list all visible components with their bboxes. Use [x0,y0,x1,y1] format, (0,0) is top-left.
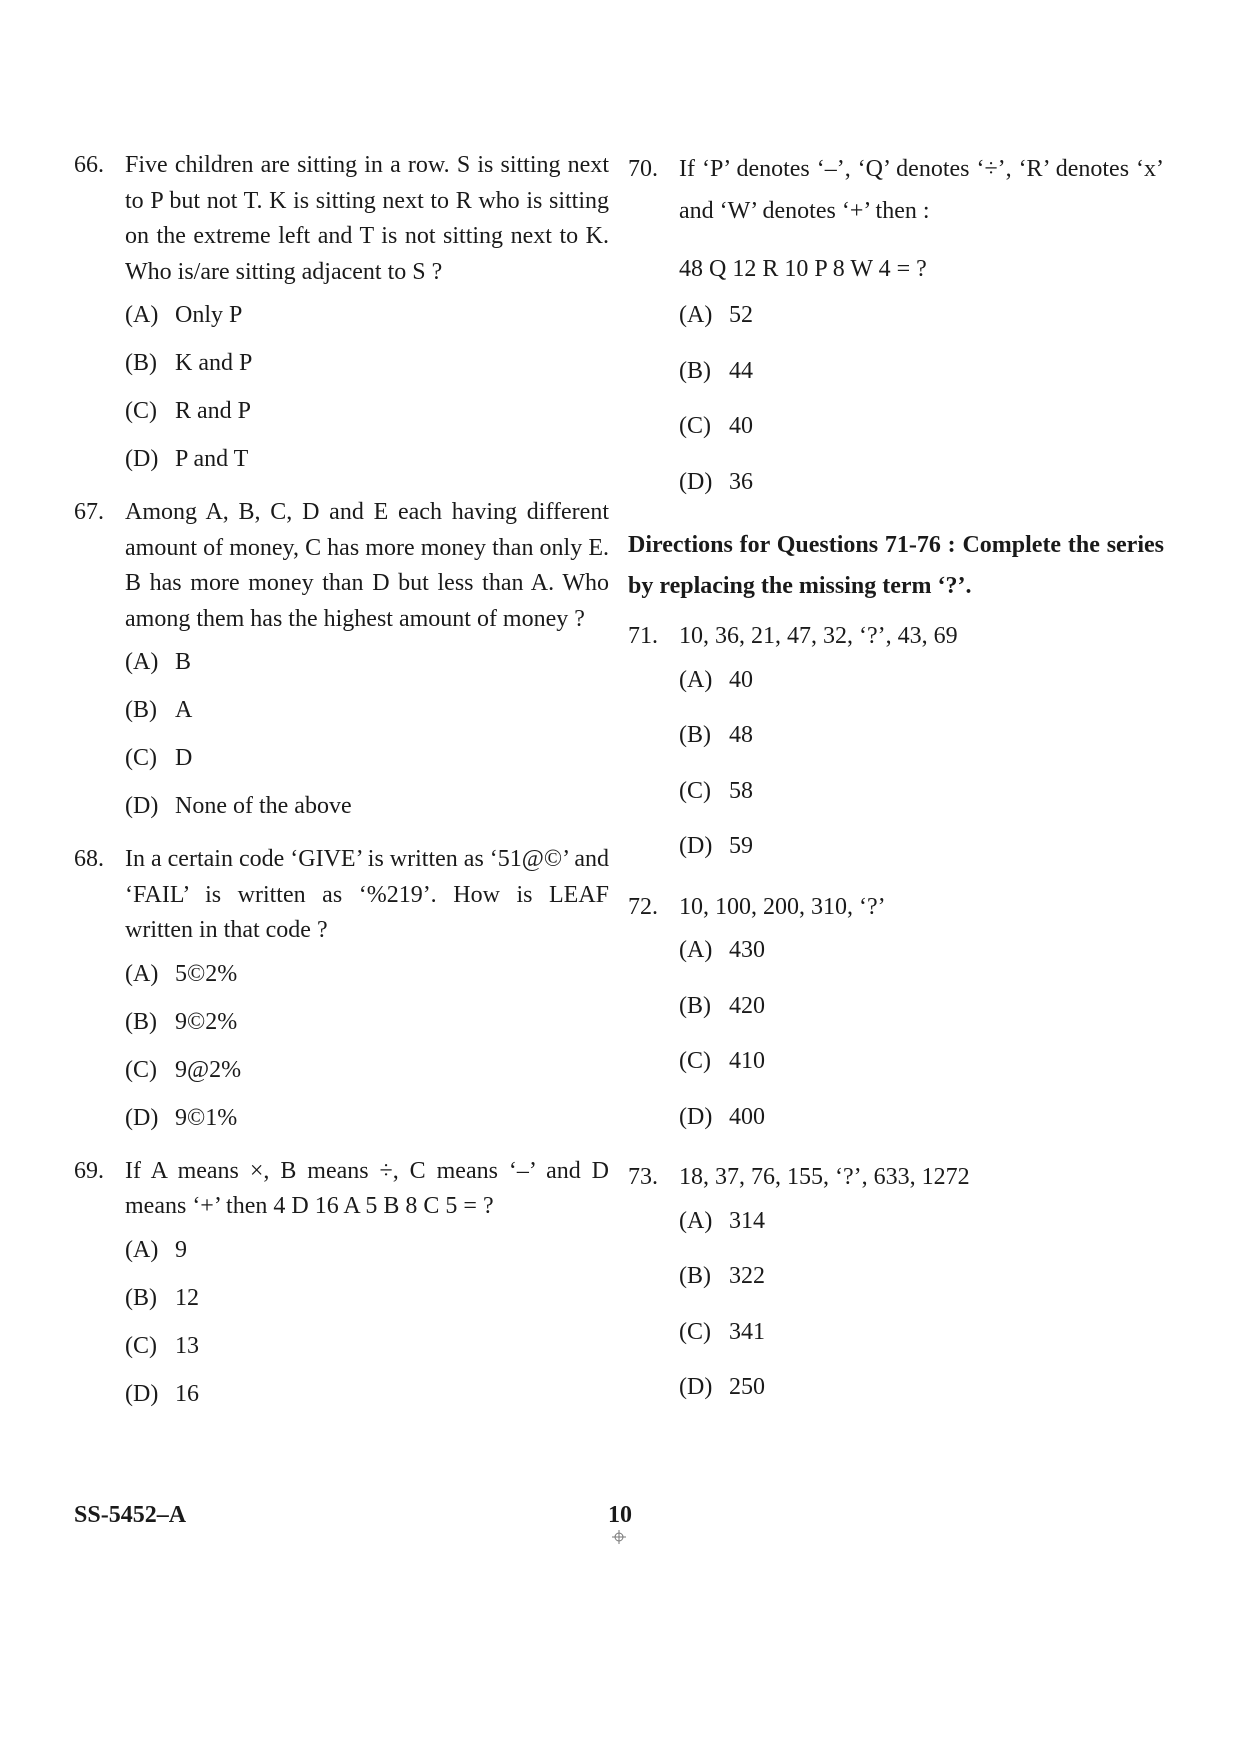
option-c [125,1058,609,1082]
option-text: 5©2% [175,960,238,987]
question-number: 67. [74,499,104,525]
option-label: (D) [125,793,159,819]
option-label: (C) [679,777,711,804]
option-b [125,351,609,375]
option-label: (A) [679,302,713,328]
question-72 [628,890,1164,1129]
question-number: 72. [628,893,658,920]
question-71 [628,619,1164,858]
option-label: (B) [679,357,711,384]
option-label: (C) [679,1048,711,1074]
option-label: (C) [679,1318,711,1345]
options-list [679,303,1164,494]
option-text: R and P [175,398,252,424]
question-number: 68. [74,846,104,872]
option-b [125,698,609,722]
question-number: 73. [628,1164,658,1190]
option-label: (A) [679,1207,713,1234]
option-c [125,746,609,770]
option-text: P and T [175,446,249,472]
left-column [74,148,609,1430]
option-d [679,1105,1164,1129]
option-label: (C) [125,1056,157,1083]
question-number: 70. [628,156,658,182]
option-text: A [175,697,193,723]
question-text: 10, 100, 200, 310, ‘?’ [679,893,886,920]
crosshair-icon [612,1530,626,1544]
option-text: 58 [729,777,753,804]
option-text: 59 [729,833,753,859]
option-text: 40 [729,666,753,693]
option-text: D [175,745,193,771]
option-text: Only P [175,302,243,328]
options-list [679,1209,1164,1400]
option-label: (A) [125,302,159,328]
option-c [679,1320,1164,1344]
option-text: 9©1% [175,1104,238,1131]
option-label: (D) [125,1104,159,1131]
options-list [679,938,1164,1129]
option-label: (C) [125,398,157,424]
question-73 [628,1160,1164,1399]
option-label: (C) [125,1332,157,1359]
option-a [679,938,1164,962]
right-column [628,148,1164,1431]
option-label: (C) [679,413,711,439]
option-text: 40 [729,413,753,439]
option-text: 16 [175,1380,199,1407]
option-text: 9©2% [175,1008,238,1035]
option-text: K and P [175,350,253,376]
option-a [125,1238,609,1262]
option-label: (B) [125,350,157,376]
option-a [679,303,1164,327]
option-label: (D) [679,468,713,495]
option-label: (A) [679,666,713,693]
option-label: (A) [125,960,159,987]
option-text: 36 [729,468,753,495]
question-text: 18, 37, 76, 155, ‘?’, 633, 1272 [679,1164,970,1190]
question-text: Among A, B, C, D and E each having different amount of money, C has more money than only E. B has more money than D but less than A. Who among them has the highest amount of money ? [125,499,609,632]
question-text: Five children are sitting in a row. S is sitting next to P but not T. K is sitting next to R who is sitting on the extreme left and T is not sitting next to K. Who is/are sitting adjacent to S ? [125,152,609,285]
option-label: (B) [125,697,157,723]
option-label: (A) [679,937,713,963]
option-d [125,794,609,818]
question-67 [74,495,609,818]
option-a [125,650,609,674]
option-text: 420 [729,992,765,1019]
option-text: 44 [729,357,753,384]
question-expression: 48 Q 12 R 10 P 8 W 4 = ? [679,256,927,282]
question-number: 71. [628,623,658,649]
option-text: 9@2% [175,1056,242,1083]
option-d [125,1382,609,1406]
option-a [679,668,1164,692]
option-c [679,414,1164,438]
option-b [125,1286,609,1310]
option-text: B [175,649,192,675]
question-text: 10, 36, 21, 47, 32, ‘?’, 43, 69 [679,623,958,649]
option-label: (D) [125,446,159,472]
option-c [679,779,1164,803]
option-label: (D) [679,833,713,859]
option-b [679,723,1164,747]
option-label: (A) [125,1236,159,1263]
option-b [679,1264,1164,1288]
question-number: 69. [74,1157,104,1184]
option-b [679,994,1164,1018]
question-number: 66. [74,152,104,178]
option-label: (B) [125,1284,157,1311]
option-b [125,1010,609,1034]
question-68 [74,842,609,1130]
option-b [679,359,1164,383]
option-text: 322 [729,1263,765,1289]
option-label: (D) [125,1380,159,1407]
option-d [125,447,609,471]
page-number: 10 [608,1502,632,1528]
question-text: In a certain code ‘GIVE’ is written as ‘51@©’ and ‘FAIL’ is written as ‘%219’. How is LEAF written in that code ? [125,846,609,943]
paper-code: SS-5452–A [74,1502,187,1528]
option-text: 400 [729,1103,765,1130]
option-text: 52 [729,302,753,328]
option-text: 430 [729,937,765,963]
option-label: (C) [125,745,157,771]
options-list [125,1238,609,1406]
option-text: 314 [729,1207,765,1234]
options-list [125,303,609,471]
question-text: If A means ×, B means ÷, C means ‘–’ and D means ‘+’ then 4 D 16 A 5 B 8 C 5 = ? [125,1157,609,1219]
option-text: None of the above [175,793,352,819]
option-label: (B) [679,1263,711,1289]
option-d [679,1375,1164,1399]
option-label: (B) [125,1008,157,1035]
options-list [125,962,609,1130]
option-a [125,303,609,327]
option-c [125,399,609,423]
options-list [679,668,1164,859]
option-label: (D) [679,1103,713,1130]
option-d [679,834,1164,858]
option-text: 12 [175,1284,199,1311]
option-d [125,1106,609,1130]
option-text: 13 [175,1332,199,1359]
option-c [679,1049,1164,1073]
question-70 [628,148,1164,494]
options-list [125,650,609,818]
directions-text: Directions for Questions 71-76 : Complete the series by replacing the missing term ‘?’. [628,532,1164,599]
question-69 [74,1154,609,1406]
option-label: (B) [679,992,711,1019]
option-text: 410 [729,1048,765,1074]
option-text: 9 [175,1236,187,1263]
option-label: (A) [125,649,159,675]
option-label: (B) [679,722,711,748]
option-c [125,1334,609,1358]
option-a [679,1209,1164,1233]
question-text: If ‘P’ denotes ‘–’, ‘Q’ denotes ‘÷’, ‘R’ denotes ‘x’ and ‘W’ denotes ‘+’ then : [679,156,1164,224]
option-text: 48 [729,722,753,748]
option-a [125,962,609,986]
option-text: 341 [729,1318,765,1345]
option-text: 250 [729,1374,765,1400]
option-d [679,470,1164,494]
option-label: (D) [679,1374,713,1400]
question-66 [74,148,609,471]
